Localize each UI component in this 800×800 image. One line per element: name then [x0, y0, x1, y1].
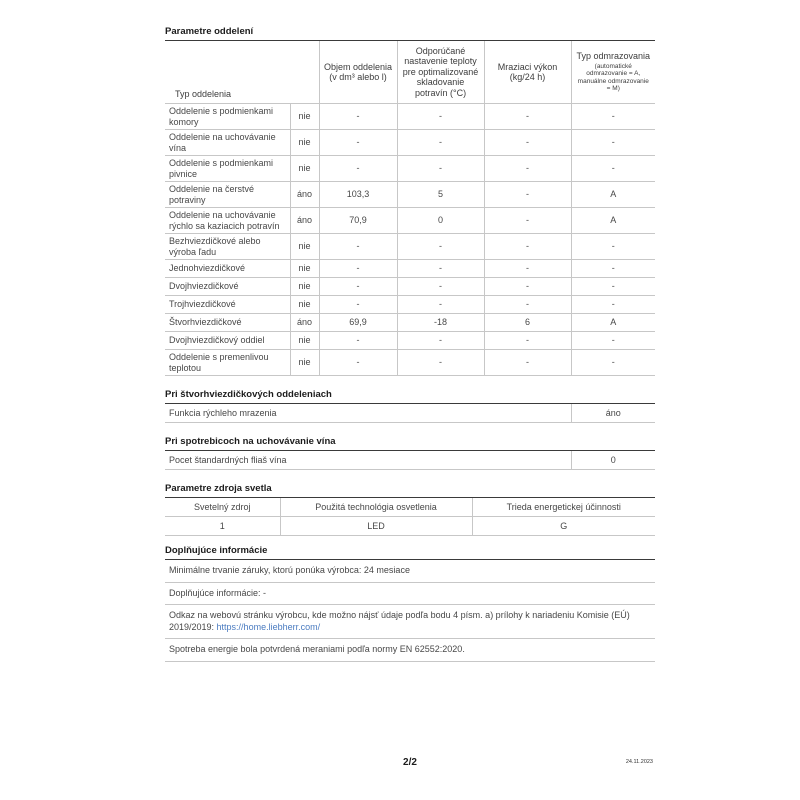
- fast-freeze-value: áno: [571, 404, 655, 423]
- cell-volume: -: [319, 234, 397, 260]
- info-text: Spotreba energie bola potvrdená meraniami podľa normy EN 62552:2020.: [169, 644, 465, 654]
- table-row: [165, 332, 655, 350]
- fast-freeze-label: Funkcia rýchleho mrazenia: [165, 404, 571, 423]
- cell-temperature: -: [397, 260, 484, 278]
- cell-present: nie: [290, 350, 319, 376]
- cell-present: nie: [290, 296, 319, 314]
- cell-label: Dvojhviezdičkové: [165, 278, 290, 296]
- cell-present: nie: [290, 260, 319, 278]
- col-header-volume: Objem oddelenia (v dm³ alebo l): [319, 41, 397, 104]
- cell-label: Trojhviezdičkové: [165, 296, 290, 314]
- section-compartments: [165, 26, 655, 376]
- light-source-header-row: [165, 498, 655, 517]
- cell-volume: 103,3: [319, 182, 397, 208]
- cell-volume: -: [319, 104, 397, 130]
- section-title-four-star: Pri štvorhviezdičkových oddeleniach: [165, 389, 655, 404]
- section-additional-info: [165, 545, 655, 662]
- cell-capacity: -: [484, 234, 571, 260]
- cell-defrost: -: [571, 296, 655, 314]
- info-row: [165, 583, 655, 606]
- footer-date: 24.11.2023: [625, 759, 653, 765]
- cell-label: Oddelenie na uchovávanie rýchlo sa kaziacich potravín: [165, 208, 290, 234]
- compartment-table: [165, 41, 655, 376]
- cell-capacity: -: [484, 278, 571, 296]
- light-source-table: [165, 498, 655, 536]
- section-title-compartments: Parametre oddelení: [165, 26, 655, 41]
- cell-temperature: -: [397, 278, 484, 296]
- cell-label: Oddelenie s podmienkami pivnice: [165, 156, 290, 182]
- cell-temperature: -: [397, 104, 484, 130]
- cell-defrost: -: [571, 350, 655, 376]
- additional-info-rows: [165, 560, 655, 662]
- cell-capacity: -: [484, 182, 571, 208]
- cell-defrost: -: [571, 156, 655, 182]
- spec-sheet-page: [165, 26, 655, 662]
- cell-label: Oddelenie na uchovávanie vína: [165, 130, 290, 156]
- section-title-wine: Pri spotrebicoch na uchovávanie vína: [165, 436, 655, 451]
- table-row: [165, 156, 655, 182]
- cell-capacity: -: [484, 332, 571, 350]
- wine-table: [165, 451, 655, 470]
- cell-temperature: -: [397, 130, 484, 156]
- cell-volume: -: [319, 278, 397, 296]
- table-row: [165, 404, 655, 423]
- table-row: [165, 104, 655, 130]
- section-title-light-source: Parametre zdroja svetla: [165, 483, 655, 498]
- cell-volume: -: [319, 332, 397, 350]
- cell-present: nie: [290, 332, 319, 350]
- table-row: [165, 182, 655, 208]
- cell-label: Bezhviezdičkové alebo výroba ľadu: [165, 234, 290, 260]
- info-row: [165, 605, 655, 639]
- cell-defrost: -: [571, 130, 655, 156]
- cell-volume: 70,9: [319, 208, 397, 234]
- table-row: [165, 451, 655, 470]
- table-row: [165, 130, 655, 156]
- light-col-technology: Použitá technológia osvetlenia: [280, 498, 472, 517]
- table-row: [165, 260, 655, 278]
- col-header-temperature: Odporúčané nastavenie teploty pre optimalizované skladovanie potravín (°C): [397, 41, 484, 104]
- cell-capacity: -: [484, 208, 571, 234]
- cell-temperature: -: [397, 296, 484, 314]
- cell-present: nie: [290, 130, 319, 156]
- col-header-capacity: Mraziaci výkon (kg/24 h): [484, 41, 571, 104]
- light-col-source: Svetelný zdroj: [165, 498, 280, 517]
- info-row: [165, 560, 655, 583]
- wine-bottles-label: Pocet štandardných fliaš vína: [165, 451, 571, 470]
- table-row: [165, 350, 655, 376]
- manufacturer-website-link[interactable]: https://home.liebherr.com/: [216, 621, 321, 632]
- cell-label: Štvorhviezdičkové: [165, 314, 290, 332]
- cell-present: áno: [290, 208, 319, 234]
- light-source-value-row: [165, 517, 655, 536]
- cell-volume: -: [319, 156, 397, 182]
- col-header-defrost: [571, 41, 655, 104]
- info-row: [165, 639, 655, 662]
- cell-capacity: -: [484, 130, 571, 156]
- col-header-defrost-sub: (automatické odmrazovanie = A, manuálne odmrazovanie = M): [577, 62, 649, 93]
- cell-volume: -: [319, 350, 397, 376]
- table-row: [165, 278, 655, 296]
- light-technology-value: LED: [280, 517, 472, 536]
- four-star-table: [165, 404, 655, 423]
- light-source-count: 1: [165, 517, 280, 536]
- info-text: Doplňujúce informácie: -: [169, 587, 267, 598]
- cell-label: Oddelenie na čerstvé potraviny: [165, 182, 290, 208]
- table-row: [165, 296, 655, 314]
- cell-volume: -: [319, 296, 397, 314]
- cell-label: Oddelenie s premenlivou teplotou: [165, 350, 290, 376]
- cell-label: Jednohviezdičkové: [165, 260, 290, 278]
- cell-temperature: 0: [397, 208, 484, 234]
- cell-label: Dvojhviezdičkový oddiel: [165, 332, 290, 350]
- cell-volume: -: [319, 260, 397, 278]
- info-text: Minimálne trvanie záruky, ktorú ponúka výrobca: 24 mesiace: [169, 565, 410, 575]
- wine-bottles-value: 0: [571, 451, 655, 470]
- cell-capacity: -: [484, 260, 571, 278]
- cell-present: áno: [290, 314, 319, 332]
- cell-present: nie: [290, 278, 319, 296]
- cell-defrost: -: [571, 278, 655, 296]
- cell-defrost: -: [571, 260, 655, 278]
- col-header-defrost-main: Typ odmrazovania: [576, 51, 651, 62]
- cell-temperature: -18: [397, 314, 484, 332]
- table-row: [165, 234, 655, 260]
- cell-defrost: -: [571, 234, 655, 260]
- info-text: Odkaz na webovú stránku výrobcu, kde možno nájsť údaje podľa bodu 4 písm. a) prílohy k nariadeniu Komisie (EÚ) 2019/2019:: [169, 610, 630, 632]
- cell-capacity: 6: [484, 314, 571, 332]
- compartment-table-body: [165, 104, 655, 376]
- light-efficiency-class: G: [472, 517, 655, 536]
- page-number: 2/2: [403, 757, 417, 768]
- cell-defrost: -: [571, 332, 655, 350]
- cell-present: nie: [290, 234, 319, 260]
- section-four-star: [165, 389, 655, 423]
- light-col-efficiency: Trieda energetickej účinnosti: [472, 498, 655, 517]
- cell-capacity: -: [484, 104, 571, 130]
- cell-defrost: A: [571, 182, 655, 208]
- table-row: [165, 208, 655, 234]
- cell-present: áno: [290, 182, 319, 208]
- section-wine: [165, 436, 655, 470]
- page-footer: [165, 757, 655, 777]
- col-header-type: Typ oddelenia: [165, 41, 319, 104]
- cell-capacity: -: [484, 296, 571, 314]
- cell-defrost: A: [571, 314, 655, 332]
- cell-defrost: -: [571, 104, 655, 130]
- cell-present: nie: [290, 104, 319, 130]
- cell-temperature: 5: [397, 182, 484, 208]
- cell-volume: -: [319, 130, 397, 156]
- cell-temperature: -: [397, 156, 484, 182]
- cell-present: nie: [290, 156, 319, 182]
- section-title-additional-info: Doplňujúce informácie: [165, 545, 655, 560]
- cell-capacity: -: [484, 350, 571, 376]
- cell-label: Oddelenie s podmienkami komory: [165, 104, 290, 130]
- cell-temperature: -: [397, 332, 484, 350]
- section-light-source: [165, 483, 655, 536]
- cell-capacity: -: [484, 156, 571, 182]
- table-row: [165, 314, 655, 332]
- cell-temperature: -: [397, 234, 484, 260]
- cell-volume: 69,9: [319, 314, 397, 332]
- cell-defrost: A: [571, 208, 655, 234]
- compartment-table-header-row: [165, 41, 655, 104]
- cell-temperature: -: [397, 350, 484, 376]
